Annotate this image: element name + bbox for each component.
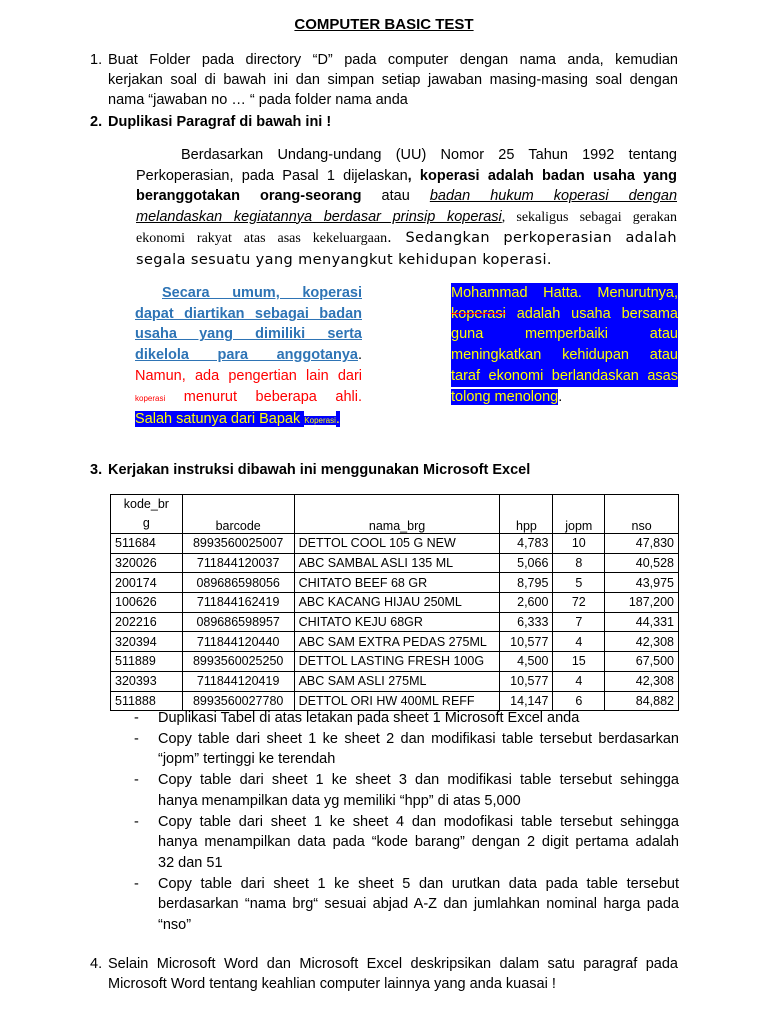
table-header-row: [111, 495, 679, 534]
table-body: [111, 534, 679, 711]
bullet-dash: -: [134, 710, 139, 726]
left-col-line-2: dapat diartikan sebagai badan: [135, 305, 362, 322]
cell-hpp: 6,333: [500, 612, 553, 632]
header-nso: nso: [605, 495, 679, 534]
koperasi-paragraph: [136, 145, 677, 270]
cell-barcode: 711844162419: [182, 593, 294, 613]
product-table: [110, 494, 679, 711]
cell-jopm: 4: [553, 671, 605, 691]
cell-barcode: 8993560025250: [182, 652, 294, 672]
left-col-line-7-text: Salah satunya dari Bapak: [135, 411, 305, 428]
paragraph-line-2: [136, 166, 677, 187]
instruction-5-line-1: Copy table dari sheet 1 ke sheet 5 dan urutkan data pada table tersebut: [158, 875, 679, 892]
question-3-text: Kerjakan instruksi dibawah ini menggunakan Microsoft Excel: [108, 462, 531, 478]
paragraph-line-2-bold: , koperasi adalah badan usaha yang: [407, 167, 677, 184]
cell-kode-brg: 320393: [111, 671, 183, 691]
left-col-line-1: Secara umum, koperasi: [162, 285, 362, 301]
cell-nama-brg: DETTOL COOL 105 G NEW: [294, 534, 500, 554]
cell-hpp: 10,577: [500, 671, 553, 691]
left-col-line-6: [135, 387, 362, 410]
cell-nso: 42,308: [605, 671, 679, 691]
paragraph-line-2-a: Perkoperasian, pada Pasal 1 dijelaskan: [136, 167, 408, 184]
right-col-line-6-end: .: [558, 388, 563, 405]
cell-hpp: 14,147: [500, 691, 553, 711]
paragraph-line-6: segala sesuatu yang menyangkut kehidupan koperasi.: [136, 251, 552, 268]
cell-nso: 43,975: [605, 573, 679, 593]
instruction-item-5: [134, 874, 679, 936]
instruction-3-line-2: hanya menampilkan data yg memiliki “hpp” di atas 5,000: [158, 792, 521, 809]
instruction-item-3: [134, 770, 679, 811]
cell-barcode: 711844120440: [182, 632, 294, 652]
right-col-line-3: guna memperbaiki atau: [451, 324, 678, 345]
paragraph-line-5-wide: . Sedangkan perkoperasian adalah: [387, 230, 677, 246]
cell-barcode: 8993560025007: [182, 534, 294, 554]
cell-kode-brg: 511684: [111, 534, 183, 554]
cell-kode-brg: 511888: [111, 691, 183, 711]
question-2-text: Duplikasi Paragraf di bawah ini !: [108, 114, 332, 130]
right-col-line-2: [451, 304, 678, 325]
right-col-line-1: Mohammad Hatta. Menurutnya,: [451, 283, 678, 304]
cell-kode-brg: 320394: [111, 632, 183, 652]
instruction-5-line-3: “nso”: [158, 917, 192, 934]
table-row: [111, 652, 679, 672]
cell-hpp: 4,783: [500, 534, 553, 554]
cell-jopm: 6: [553, 691, 605, 711]
instruction-item-2: [134, 729, 679, 770]
paragraph-line-4: [136, 207, 677, 229]
question-1-line-1: Buat Folder pada directory “D” pada computer dengan nama anda, kemudian: [108, 52, 678, 68]
instruction-4-line-3: 32 dan 51: [158, 854, 223, 871]
paragraph-line-3: [136, 186, 677, 207]
question-3-number: 3.: [90, 462, 103, 478]
cell-barcode: 089686598056: [182, 573, 294, 593]
left-col-line-4: [135, 345, 362, 366]
paragraph-line-3-atau: atau: [361, 188, 430, 204]
cell-hpp: 5,066: [500, 553, 553, 573]
cell-nama-brg: ABC KACANG HIJAU 250ML: [294, 593, 500, 613]
left-col-line-3: usaha yang dimiliki serta: [135, 326, 362, 343]
instruction-item-1: [134, 708, 679, 729]
cell-nso: 40,528: [605, 553, 679, 573]
paragraph-line-5: [136, 228, 677, 250]
bullet-dash: -: [134, 813, 139, 830]
paragraph-line-3-italic: badan hukum koperasi dengan: [429, 188, 678, 204]
instruction-2-line-2: “jopm” tertinggi ke terendah: [158, 751, 336, 768]
header-kode-brg-line-1: kode_br: [123, 497, 169, 511]
instruction-item-4: [134, 812, 679, 874]
cell-hpp: 4,500: [500, 652, 553, 672]
question-1-number: 1.: [90, 52, 103, 68]
table-row: [111, 573, 679, 593]
cell-jopm: 8: [553, 553, 605, 573]
table-row: [111, 534, 679, 554]
cell-nama-brg: CHITATO KEJU 68GR: [294, 612, 500, 632]
question-1-line-2: kerjakan soal di bawah ini dan simpan setiap jawaban masing-masing soal dengan: [108, 72, 678, 88]
left-col-line-5: Namun, ada pengertian lain dari: [135, 367, 362, 384]
header-kode-brg-line-2: g: [142, 516, 150, 530]
cell-nama-brg: DETTOL ORI HW 400ML REFF: [294, 691, 500, 711]
right-col-line-2-text: adalah usaha bersama: [505, 305, 678, 322]
table-row: [111, 553, 679, 573]
header-hpp: hpp: [500, 495, 553, 534]
cell-kode-brg: 202216: [111, 612, 183, 632]
cell-jopm: 5: [553, 573, 605, 593]
header-kode-brg: [111, 495, 183, 534]
left-col-line-6-text: menurut beberapa ahli.: [165, 388, 362, 405]
cell-jopm: 4: [553, 632, 605, 652]
cell-nso: 187,200: [605, 593, 679, 613]
table-row: [111, 612, 679, 632]
bullet-dash: -: [134, 875, 139, 892]
table-row: [111, 671, 679, 691]
instruction-5-line-2: berdasarkan “nama brg“ sesuai abjad A-Z dan jumlahkan nominal harga pada: [158, 896, 679, 913]
page-title: COMPUTER BASIC TEST: [294, 16, 474, 33]
left-column-text: [135, 283, 362, 432]
cell-nso: 44,331: [605, 612, 679, 632]
instruction-2-line-1: Copy table dari sheet 1 ke sheet 2 dan modifikasi table tersebut berdasarkan: [158, 730, 679, 747]
header-jopm: jopm: [553, 495, 605, 534]
right-col-line-2-strike: koperasi: [451, 305, 506, 322]
cell-jopm: 10: [553, 534, 605, 554]
cell-hpp: 8,795: [500, 573, 553, 593]
left-col-line-7: [135, 409, 362, 432]
question-1: [90, 50, 678, 110]
instruction-1-line-1: Duplikasi Tabel di atas letakan pada sheet 1 Microsoft Excel anda: [158, 710, 580, 726]
paragraph-line-1: Berdasarkan Undang-undang (UU) Nomor 25 Tahun 1992 tentang: [181, 147, 677, 163]
bullet-dash: -: [134, 772, 139, 789]
left-col-line-4-end: .: [357, 347, 362, 364]
left-col-line-4-text: dikelola para anggotanya: [135, 347, 358, 364]
left-col-line-7-small: Koperasi: [304, 416, 336, 426]
question-2: [90, 112, 678, 132]
header-barcode: barcode: [182, 495, 294, 534]
cell-jopm: 72: [553, 593, 605, 613]
paragraph-line-4-serif: , sekaligus sebagai gerakan: [501, 209, 678, 225]
question-4-number: 4.: [90, 956, 103, 972]
right-column-text: [451, 283, 678, 407]
right-col-line-6-text: tolong menolong: [451, 388, 559, 405]
cell-jopm: 15: [553, 652, 605, 672]
table-row: [111, 632, 679, 652]
cell-nama-brg: ABC SAM EXTRA PEDAS 275ML: [294, 632, 500, 652]
cell-kode-brg: 200174: [111, 573, 183, 593]
left-col-line-7-end: .: [335, 411, 340, 428]
cell-barcode: 711844120419: [182, 671, 294, 691]
instruction-4-line-2: hanya menampilkan data pada “kode barang” dengan 2 digit pertama adalah: [158, 834, 679, 851]
cell-kode-brg: 320026: [111, 553, 183, 573]
cell-nso: 47,830: [605, 534, 679, 554]
cell-nso: 42,308: [605, 632, 679, 652]
left-col-line-6-small: koperasi: [135, 393, 166, 403]
question-4-line-2: Microsoft Word tentang keahlian computer lainnya yang anda kuasai !: [108, 976, 556, 992]
right-col-line-5: taraf ekonomi berlandaskan asas: [451, 366, 678, 387]
table-row: [111, 593, 679, 613]
question-4: [90, 954, 678, 994]
cell-barcode: 8993560027780: [182, 691, 294, 711]
right-col-line-4: meningkatkan kehidupan atau: [451, 345, 678, 366]
cell-hpp: 10,577: [500, 632, 553, 652]
cell-nama-brg: CHITATO BEEF 68 GR: [294, 573, 500, 593]
cell-barcode: 711844120037: [182, 553, 294, 573]
cell-nso: 67,500: [605, 652, 679, 672]
paragraph-line-3-bold: beranggotakan orang-seorang: [136, 188, 362, 204]
cell-kode-brg: 100626: [111, 593, 183, 613]
bullet-dash: -: [134, 730, 139, 747]
cell-jopm: 7: [553, 612, 605, 632]
cell-hpp: 2,600: [500, 593, 553, 613]
paragraph-line-5-serif: ekonomi rakyat atas asas kekeluargaan: [136, 231, 388, 246]
header-nama-brg: nama_brg: [294, 495, 500, 534]
cell-kode-brg: 511889: [111, 652, 183, 672]
cell-nama-brg: ABC SAM ASLI 275ML: [294, 671, 500, 691]
cell-nso: 84,882: [605, 691, 679, 711]
question-3: [90, 460, 678, 480]
instruction-3-line-1: Copy table dari sheet 1 ke sheet 3 dan modifikasi table tersebut sehingga: [158, 772, 679, 789]
instruction-4-line-1: Copy table dari sheet 1 ke sheet 4 dan modofikasi table tersebut sehingga: [158, 813, 679, 830]
excel-instructions: [134, 708, 679, 936]
cell-nama-brg: DETTOL LASTING FRESH 100G: [294, 652, 500, 672]
paragraph-line-4-italic: melandaskan kegiatannya berdasar prinsip koperasi: [136, 208, 502, 225]
question-4-line-1: Selain Microsoft Word dan Microsoft Excel deskripsikan dalam satu paragraf pada: [108, 956, 678, 972]
cell-barcode: 089686598957: [182, 612, 294, 632]
question-1-line-3: nama “jawaban no … “ pada folder nama anda: [108, 92, 408, 108]
right-col-line-6: [451, 387, 678, 408]
question-2-number: 2.: [90, 114, 103, 130]
cell-nama-brg: ABC SAMBAL ASLI 135 ML: [294, 553, 500, 573]
